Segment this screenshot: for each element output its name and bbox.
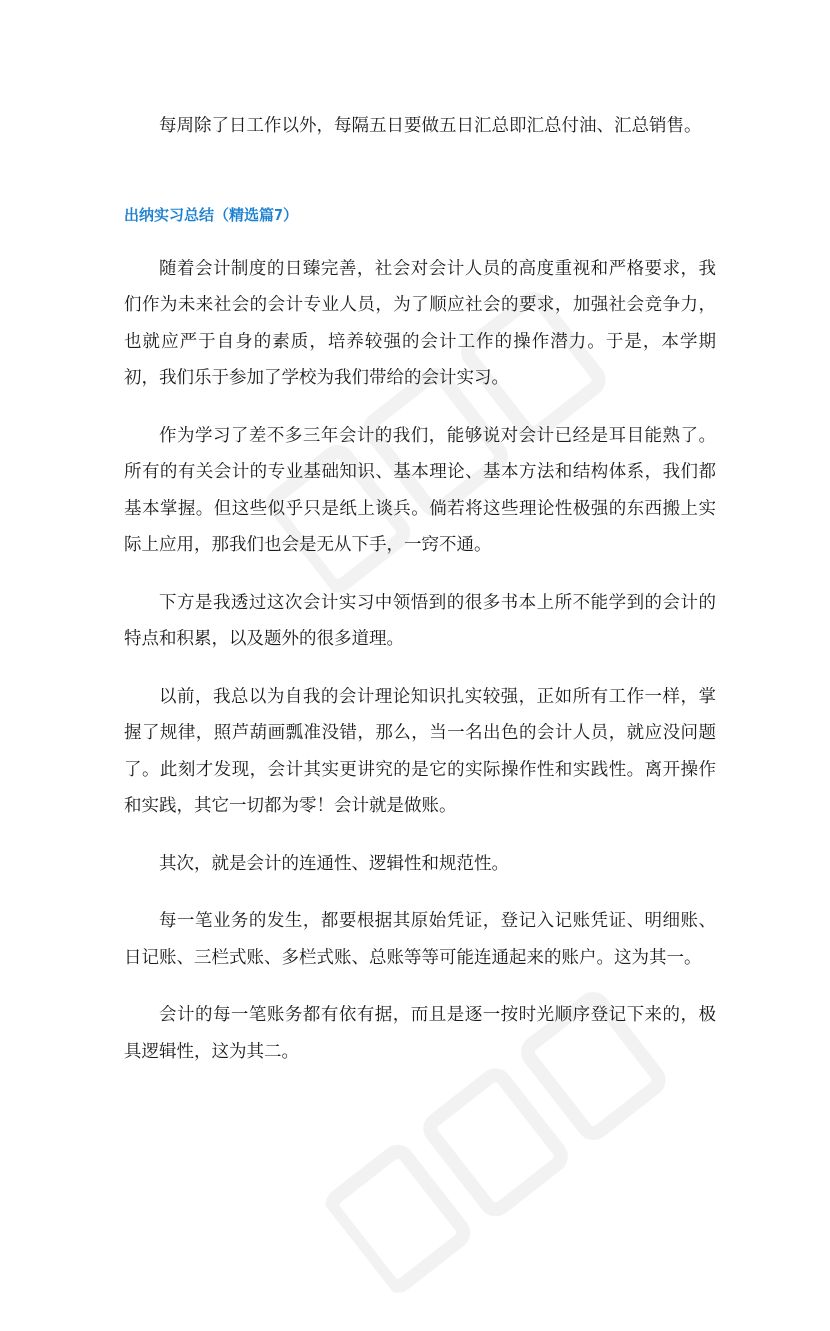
spacer: [124, 145, 716, 203]
spacer: [124, 227, 716, 251]
spacer: [124, 564, 716, 585]
section-title: 出纳实习总结（精选篇7）: [124, 205, 299, 224]
paragraph: 每一笔业务的发生，都要根据其原始凭证，登记入记账凭证、明细账、日记账、三栏式账、多栏式账、总账等等可能连通起来的账户。这为其一。: [124, 911, 716, 968]
spacer: [124, 882, 716, 903]
paragraph: 随着会计制度的日臻完善，社会对会计人员的高度重视和严格要求，我们作为未来社会的会计专业人员，为了顺应社会的要求，加强社会竞争力，也就应严于自身的素质，培养较强的会计工作的操作潜力。于是，本学期初，我们乐于参加了学校为我们带给的会计实习。: [124, 258, 716, 388]
paragraph: 其次，就是会计的连通性、逻辑性和规范性。: [159, 853, 509, 874]
spacer: [124, 658, 716, 679]
paragraph: 会计的每一笔账务都有依有据，而且是逐一按时光顺序登记下来的，极具逻辑性，这为其二。: [124, 1005, 716, 1062]
spacer: [124, 825, 716, 846]
paragraph: 以前，我总以为自我的会计理论知识扎实较强，正如所有工作一样，掌握了规律，照芦葫画瓢准没错，那么，当一名出色的会计人员，就应没问题了。此刻才发现，会计其实更讲究的是它的实际操作性和实践性。离开操作和实践，其它一切都为零！会计就是做账。: [124, 686, 716, 816]
document-body: [124, 108, 716, 1070]
spacer: [124, 397, 716, 418]
paragraph: 作为学习了差不多三年会计的我们，能够说对会计已经是耳目能熟了。所有的有关会计的专业基础知识、基本理论、基本方法和结构体系，我们都基本掌握。但这些似乎只是纸上谈兵。倘若将这些理论性极强的东西搬上实际上应用，那我们也会是无从下手，一窍不通。: [124, 425, 716, 555]
intro-paragraph: 每周除了日工作以外，每隔五日要做五日汇总即汇总付油、汇总销售。: [159, 116, 702, 136]
spacer: [124, 976, 716, 997]
paragraph: 下方是我透过这次会计实习中领悟到的很多书本上所不能学到的会计的特点和积累，以及题外的很多道理。: [124, 592, 716, 649]
